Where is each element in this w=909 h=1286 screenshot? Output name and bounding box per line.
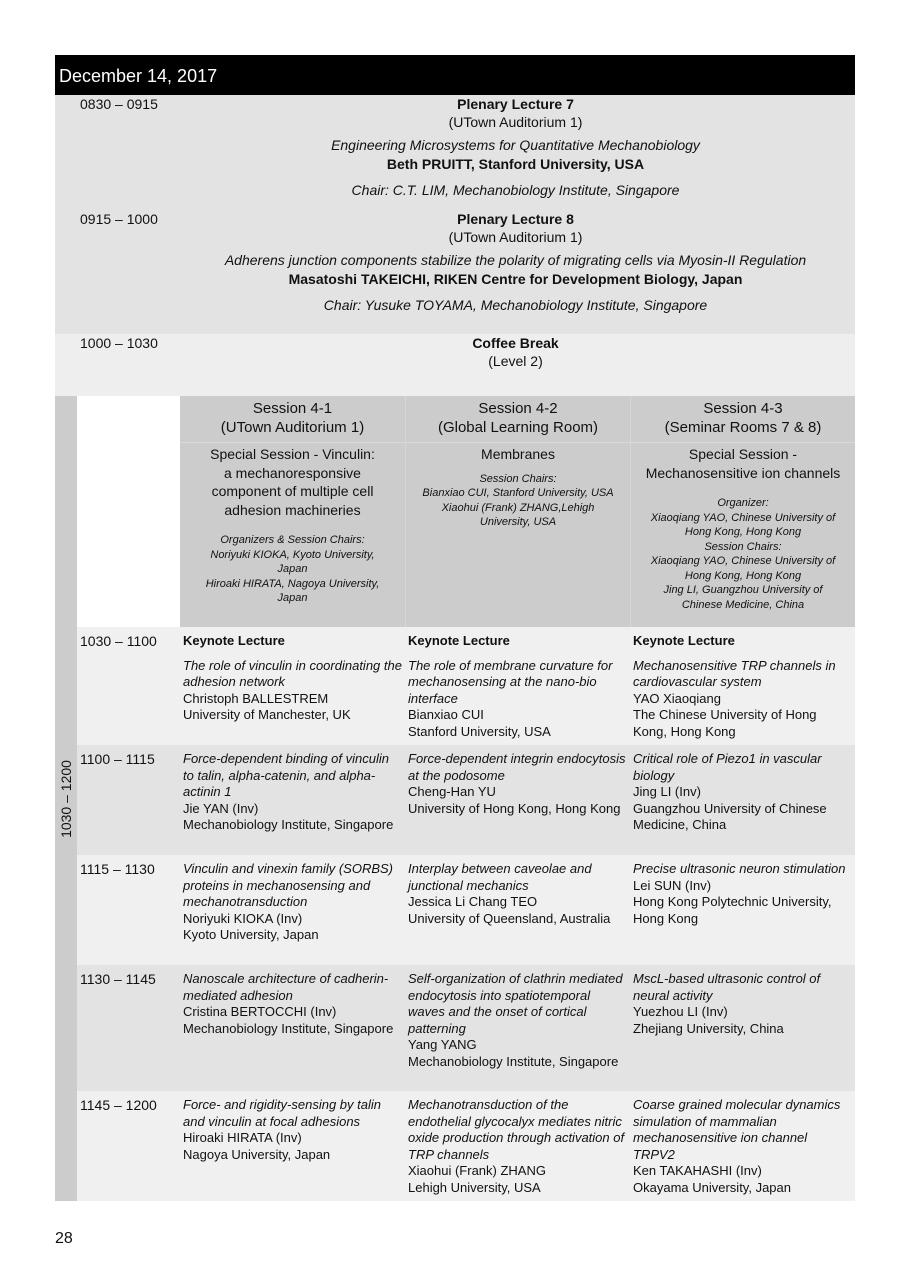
page-number: 28 [55,1230,73,1247]
session-chairs [182,533,403,606]
session-theme-line: Membranes [481,446,555,462]
plenary-talk-title: Engineering Microsystems for Quantitative Mechanobiology [331,137,700,153]
talk-cell [180,627,405,745]
plenary-speaker: Masatoshi TAKEICHI, RIKEN Centre for Development Biology, Japan [288,271,743,287]
talk-affiliation: Nagoya University, Japan [183,1146,331,1162]
session-room: (Seminar Rooms 7 & 8) [664,419,822,436]
session-chairs [633,496,853,612]
session-theme-row [77,443,855,627]
talk-title: The role of vinculin in coordinating the adhesion network [183,657,402,689]
talk-cell [405,965,630,1091]
session-4-2-header [405,396,630,443]
talk-affiliation: Okayama University, Japan [633,1179,791,1195]
talk-title: Coarse grained molecular dynamics simulation of mammalian mechanosensitive ion channel TRPV2 [633,1097,841,1162]
session-block-time: 1030 – 1200 [58,759,74,838]
talk-speaker: Yang YANG [408,1037,477,1052]
session-chairs-label: Session Chairs: [704,540,782,553]
talk-speaker: Bianxiao CUI [408,707,484,722]
talk-speaker: Christoph BALLESTREM [183,690,329,706]
plenary-speaker: Beth PRUITT, Stanford University, USA [386,156,645,172]
talk-cell [630,1091,855,1201]
time-slot: 1145 – 1200 [77,1091,180,1201]
plenary-venue: (UTown Auditorium 1) [448,229,583,245]
talk-affiliation: The Chinese University of Hong Kong, Hong Kong [633,707,817,739]
talk-title: The role of membrane curvature for mechanosensing at the nano-bio interface [408,657,613,706]
session-organizer-label: Organizer: [717,497,769,509]
coffee-break-title: Coffee Break [472,335,559,351]
time-slot: 0915 – 1000 [80,211,158,227]
session-header-row [77,396,855,443]
plenary-talk-title: Adherens junction components stabilize the polarity of migrating cells via Myosin-II Regulation [224,252,807,268]
talk-affiliation: Stanford University, USA [408,723,551,739]
session-chair-line: Hong Kong, Hong Kong [684,526,802,538]
session-theme-line: Special Session - Vinculin: [210,446,375,462]
talk-title: Self-organization of clathrin mediated endocytosis into spatiotemporal waves and the onset of cortical patterning [408,971,623,1036]
session-theme-line: Mechanosensitive ion channels [645,464,841,481]
session-name: Session 4-1 [252,400,333,417]
plenary-chair: Chair: C.T. LIM, Mechanobiology Institute, Singapore [351,182,680,198]
talk-affiliation: Lehigh University, USA [408,1179,541,1195]
talk-cell [630,627,855,745]
talk-title: Force-dependent binding of vinculin to talin, alpha-catenin, and alpha-actinin 1 [183,751,389,799]
talk-affiliation: Mechanobiology Institute, Singapore [183,1020,394,1036]
talk-cell [180,1091,405,1201]
session-chairs [408,472,628,530]
session-chair-line: Bianxiao CUI, Stanford University, USA [422,487,614,499]
session-chair-line: Jing LI, Guangzhou University of [663,584,823,596]
time-slot: 1030 – 1100 [77,627,180,745]
talk-cell [180,745,405,855]
time-slot: 1000 – 1030 [80,335,158,351]
talk-title: Force- and rigidity-sensing by talin and vinculin at focal adhesions [183,1097,381,1129]
talk-affiliation: Zhejiang University, China [633,1020,784,1036]
session-chair-line: Xiaoqiang YAO, Chinese University of [650,555,836,567]
talk-title: Vinculin and vinexin family (SORBS) proteins in mechanosensing and mechanotransduction [183,861,394,909]
talk-slot-row [77,855,855,965]
session-theme-line: adhesion machineries [224,501,361,518]
talk-affiliation: University of Queensland, Australia [408,910,611,926]
talk-cell [630,965,855,1091]
talk-speaker: Yuezhou LI (Inv) [633,1004,728,1019]
talk-slot-row [77,745,855,855]
keynote-label: Keynote Lecture [183,633,285,648]
talk-speaker: Ken TAKAHASHI (Inv) [633,1163,762,1178]
session-chair-line: Noriyuki KIOKA, Kyoto University, [210,548,375,561]
talk-title: Precise ultrasonic neuron stimulation [633,861,846,876]
talk-affiliation: Mechanobiology Institute, Singapore [183,817,394,832]
session-chair-line: University, USA [479,516,557,528]
talk-cell [405,627,630,745]
session-chair-line: Japan [277,592,308,604]
talk-speaker: Hiroaki HIRATA (Inv) [183,1130,302,1145]
session-chairs-label: Session Chairs: [479,472,557,485]
plenary-venue: (UTown Auditorium 1) [448,114,583,130]
talk-slot-row [77,627,855,745]
date-header: December 14, 2017 [55,55,855,95]
plenary-title: Plenary Lecture 7 [457,96,574,112]
coffee-break-row [55,334,855,396]
talk-affiliation: University of Hong Kong, Hong Kong [408,800,621,816]
talk-speaker: Cheng-Han YU [408,784,496,799]
session-chair-line: Chinese Medicine, China [681,598,805,611]
time-slot: 1100 – 1115 [77,745,180,855]
talk-affiliation: Guangzhou University of Chinese Medicine, China [633,800,827,832]
talk-speaker: Lei SUN (Inv) [633,877,712,893]
talk-speaker: Noriyuki KIOKA (Inv) [183,910,303,926]
session-4-1-theme [180,443,405,627]
session-4-3-theme [630,443,855,627]
talk-cell [630,745,855,855]
talk-title: Force-dependent integrin endocytosis at the podosome [408,751,626,783]
time-slot: 1115 – 1130 [77,855,180,965]
time-slot: 1130 – 1145 [77,965,180,1091]
session-theme-line: component of multiple cell [211,483,374,499]
plenary-lecture-7-row [55,95,855,210]
talk-speaker: Xiaohui (Frank) ZHANG [408,1163,546,1178]
session-theme-line: a mechanoresponsive [224,464,361,481]
session-chair-line: Japan [277,563,308,575]
talk-speaker: YAO Xiaoqiang [633,690,721,706]
talk-affiliation: Hong Kong Polytechnic University, Hong Kong [633,894,832,926]
talk-speaker: Jie YAN (Inv) [183,800,259,816]
session-block-time-bar [55,396,77,1201]
session-room: (UTown Auditorium 1) [220,419,365,436]
session-4-3-header [630,396,855,443]
talk-title: Nanoscale architecture of cadherin-mediated adhesion [183,971,389,1003]
session-chair-line: Hong Kong, Hong Kong [684,569,802,582]
talk-cell [405,855,630,965]
talk-speaker: Cristina BERTOCCHI (Inv) [183,1004,337,1019]
talk-title: Mechanotransduction of the endothelial glycocalyx mediates nitric oxide production through activation of TRP channels [408,1097,625,1162]
talk-cell [180,855,405,965]
session-chair-line: Xiaohui (Frank) ZHANG,Lehigh [441,501,595,514]
session-chair-line: Hiroaki HIRATA, Nagoya University, [205,577,380,590]
talk-speaker: Jessica Li Chang TEO [408,894,538,909]
session-name: Session 4-2 [478,400,558,417]
talk-title: Critical role of Piezo1 in vascular biology [633,751,822,783]
talk-cell [405,1091,630,1201]
talk-title: Interplay between caveolae and junctional mechanics [408,861,592,893]
session-chairs-label: Organizers & Session Chairs: [220,534,365,546]
session-4-1-header [180,396,405,443]
session-name: Session 4-3 [703,400,783,417]
talk-slot-row [77,1091,855,1201]
plenary-lecture-8-row [55,210,855,334]
keynote-label: Keynote Lecture [633,633,735,648]
coffee-break-venue: (Level 2) [488,353,543,369]
talk-cell [630,855,855,965]
plenary-title: Plenary Lecture 8 [457,211,574,227]
talk-speaker: Jing LI (Inv) [633,784,701,799]
keynote-label: Keynote Lecture [408,633,510,648]
talk-title: Mechanosensitive TRP channels in cardiovascular system [633,657,836,689]
talk-title: MscL-based ultrasonic control of neural activity [633,971,821,1003]
talk-cell [180,965,405,1091]
parallel-sessions-block [55,396,855,1201]
session-chair-line: Xiaoqiang YAO, Chinese University of [650,511,836,524]
session-4-2-theme [405,443,630,627]
talk-affiliation: University of Manchester, UK [183,707,351,722]
program-page [55,55,855,1201]
session-theme-line: Special Session - [688,446,798,462]
session-room: (Global Learning Room) [437,419,599,436]
plenary-chair: Chair: Yusuke TOYAMA, Mechanobiology Institute, Singapore [323,297,708,313]
talk-slot-row [77,965,855,1091]
talk-cell [405,745,630,855]
talk-affiliation: Kyoto University, Japan [183,927,319,942]
talk-affiliation: Mechanobiology Institute, Singapore [408,1053,619,1069]
time-slot: 0830 – 0915 [80,96,158,112]
